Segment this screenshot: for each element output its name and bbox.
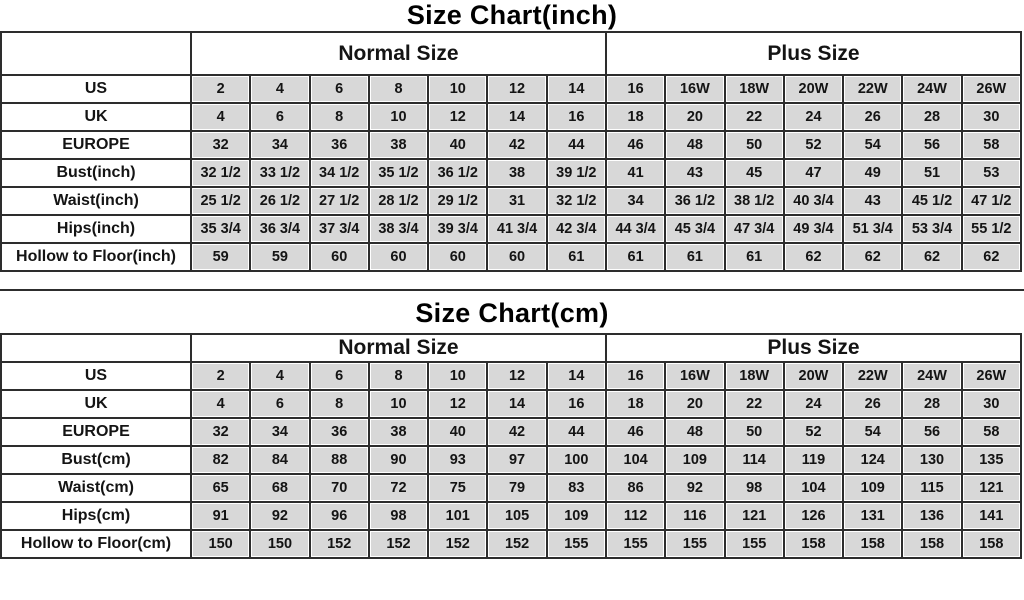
- size-cell: 155: [606, 530, 665, 558]
- row-label: Bust(inch): [1, 159, 191, 187]
- table-row: [1, 131, 1021, 159]
- table-row: [1, 362, 1021, 390]
- size-cell: 109: [843, 474, 902, 502]
- size-cell: 20W: [784, 362, 843, 390]
- size-cell: 46: [606, 131, 665, 159]
- size-cell: 38 1/2: [725, 187, 784, 215]
- table-row: [1, 103, 1021, 131]
- size-cell: 14: [487, 103, 546, 131]
- size-cell: 32 1/2: [191, 159, 250, 187]
- size-cell: 35 1/2: [369, 159, 428, 187]
- size-cell: 46: [606, 418, 665, 446]
- size-cell: 16: [606, 362, 665, 390]
- size-cell: 6: [310, 75, 369, 103]
- size-cell: 84: [250, 446, 309, 474]
- size-cell: 135: [962, 446, 1021, 474]
- size-cell: 34: [606, 187, 665, 215]
- size-cell: 44 3/4: [606, 215, 665, 243]
- size-cell: 43: [665, 159, 724, 187]
- table-row: [1, 502, 1021, 530]
- size-cell: 91: [191, 502, 250, 530]
- size-cell: 62: [784, 243, 843, 271]
- size-cell: 10: [369, 390, 428, 418]
- size-cell: 24W: [902, 362, 961, 390]
- size-cell: 59: [250, 243, 309, 271]
- size-cell: 45 3/4: [665, 215, 724, 243]
- size-cell: 65: [191, 474, 250, 502]
- table-row: [1, 159, 1021, 187]
- size-cell: 152: [369, 530, 428, 558]
- size-cell: 79: [487, 474, 546, 502]
- size-chart-cm-title: Size Chart(cm): [415, 298, 609, 328]
- size-cell: 105: [487, 502, 546, 530]
- size-cell: 12: [428, 390, 487, 418]
- table-row: [1, 474, 1021, 502]
- size-cell: 155: [547, 530, 606, 558]
- size-cell: 32 1/2: [547, 187, 606, 215]
- size-cell: 27 1/2: [310, 187, 369, 215]
- group-header: Plus Size: [606, 334, 1021, 362]
- table-row: [1, 187, 1021, 215]
- size-cell: 51 3/4: [843, 215, 902, 243]
- size-cell: 26: [843, 390, 902, 418]
- size-cell: 20W: [784, 75, 843, 103]
- row-label: US: [1, 362, 191, 390]
- size-cell: 56: [902, 131, 961, 159]
- size-cell: 45: [725, 159, 784, 187]
- size-cell: 61: [725, 243, 784, 271]
- size-cell: 4: [191, 390, 250, 418]
- size-cell: 12: [428, 103, 487, 131]
- size-cell: 53: [962, 159, 1021, 187]
- size-cell: 150: [191, 530, 250, 558]
- size-cell: 43: [843, 187, 902, 215]
- size-cell: 36 3/4: [250, 215, 309, 243]
- size-cell: 60: [310, 243, 369, 271]
- size-cell: 136: [902, 502, 961, 530]
- size-cell: 121: [725, 502, 784, 530]
- row-label: Bust(cm): [1, 446, 191, 474]
- size-cell: 4: [250, 362, 309, 390]
- size-cell: 14: [487, 390, 546, 418]
- row-label: US: [1, 75, 191, 103]
- size-cell: 6: [310, 362, 369, 390]
- size-cell: 55 1/2: [962, 215, 1021, 243]
- size-cell: 96: [310, 502, 369, 530]
- size-cell: 32: [191, 418, 250, 446]
- size-cell: 8: [369, 362, 428, 390]
- table-row: [1, 243, 1021, 271]
- size-cell: 47 3/4: [725, 215, 784, 243]
- size-cell: 20: [665, 103, 724, 131]
- size-chart-inch-title: Size Chart(inch): [406, 0, 618, 30]
- size-cell: 61: [665, 243, 724, 271]
- size-cell: 42: [487, 131, 546, 159]
- size-cell: 29 1/2: [428, 187, 487, 215]
- size-cell: 20: [665, 390, 724, 418]
- size-cell: 8: [369, 75, 428, 103]
- corner-cell: [1, 32, 191, 75]
- size-cell: 37 3/4: [310, 215, 369, 243]
- size-cell: 48: [665, 418, 724, 446]
- size-cell: 131: [843, 502, 902, 530]
- size-cell: 60: [487, 243, 546, 271]
- size-cell: 141: [962, 502, 1021, 530]
- size-cell: 152: [487, 530, 546, 558]
- size-cell: 88: [310, 446, 369, 474]
- size-cell: 28: [902, 390, 961, 418]
- size-cell: 16: [547, 103, 606, 131]
- size-cell: 4: [191, 103, 250, 131]
- size-cell: 50: [725, 418, 784, 446]
- size-cell: 42 3/4: [547, 215, 606, 243]
- size-cell: 14: [547, 75, 606, 103]
- size-cell: 124: [843, 446, 902, 474]
- size-cell: 34: [250, 131, 309, 159]
- size-chart-cm-table: [0, 333, 1022, 559]
- row-label: Waist(cm): [1, 474, 191, 502]
- size-cell: 4: [250, 75, 309, 103]
- size-cell: 24: [784, 390, 843, 418]
- size-cell: 22W: [843, 362, 902, 390]
- size-cell: 152: [428, 530, 487, 558]
- size-cell: 50: [725, 131, 784, 159]
- size-cell: 39 1/2: [547, 159, 606, 187]
- table-row: [1, 418, 1021, 446]
- size-cell: 38: [369, 131, 428, 159]
- size-cell: 90: [369, 446, 428, 474]
- size-cell: 93: [428, 446, 487, 474]
- size-cell: 38: [369, 418, 428, 446]
- size-cell: 8: [310, 390, 369, 418]
- group-header-row: [1, 32, 1021, 75]
- size-cell: 24W: [902, 75, 961, 103]
- row-label: Waist(inch): [1, 187, 191, 215]
- row-label: UK: [1, 103, 191, 131]
- size-cell: 6: [250, 390, 309, 418]
- size-cell: 14: [547, 362, 606, 390]
- size-cell: 38 3/4: [369, 215, 428, 243]
- size-cell: 24: [784, 103, 843, 131]
- size-cell: 26W: [962, 362, 1021, 390]
- size-cell: 61: [606, 243, 665, 271]
- size-cell: 82: [191, 446, 250, 474]
- size-cell: 28: [902, 103, 961, 131]
- size-cell: 52: [784, 131, 843, 159]
- size-cell: 36 1/2: [665, 187, 724, 215]
- size-cell: 61: [547, 243, 606, 271]
- size-cell: 104: [784, 474, 843, 502]
- size-cell: 158: [784, 530, 843, 558]
- size-cell: 30: [962, 103, 1021, 131]
- size-cell: 51: [902, 159, 961, 187]
- group-header: Normal Size: [191, 32, 606, 75]
- size-cell: 56: [902, 418, 961, 446]
- size-cell: 25 1/2: [191, 187, 250, 215]
- size-cell: 10: [428, 362, 487, 390]
- size-cell: 40 3/4: [784, 187, 843, 215]
- size-cell: 58: [962, 131, 1021, 159]
- size-cell: 39 3/4: [428, 215, 487, 243]
- size-cell: 40: [428, 418, 487, 446]
- size-cell: 121: [962, 474, 1021, 502]
- row-label: Hips(inch): [1, 215, 191, 243]
- size-cell: 32: [191, 131, 250, 159]
- size-cell: 26 1/2: [250, 187, 309, 215]
- size-cell: 16: [547, 390, 606, 418]
- section-size-chart-inch: [0, 0, 1024, 272]
- size-cell: 119: [784, 446, 843, 474]
- size-cell: 10: [428, 75, 487, 103]
- row-label: Hollow to Floor(cm): [1, 530, 191, 558]
- size-cell: 158: [843, 530, 902, 558]
- size-cell: 92: [250, 502, 309, 530]
- size-cell: 16W: [665, 362, 724, 390]
- size-cell: 112: [606, 502, 665, 530]
- size-cell: 41: [606, 159, 665, 187]
- size-cell: 10: [369, 103, 428, 131]
- size-cell: 16: [606, 75, 665, 103]
- table-row: [1, 530, 1021, 558]
- size-cell: 8: [310, 103, 369, 131]
- size-cell: 104: [606, 446, 665, 474]
- size-cell: 48: [665, 131, 724, 159]
- size-cell: 130: [902, 446, 961, 474]
- size-cell: 97: [487, 446, 546, 474]
- size-cell: 2: [191, 75, 250, 103]
- size-cell: 28 1/2: [369, 187, 428, 215]
- size-cell: 35 3/4: [191, 215, 250, 243]
- section-size-chart-cm: [0, 289, 1024, 559]
- size-cell: 116: [665, 502, 724, 530]
- size-cell: 54: [843, 131, 902, 159]
- table-row: [1, 75, 1021, 103]
- size-cell: 45 1/2: [902, 187, 961, 215]
- size-cell: 36: [310, 418, 369, 446]
- size-cell: 16W: [665, 75, 724, 103]
- size-cell: 109: [547, 502, 606, 530]
- size-cell: 60: [428, 243, 487, 271]
- size-cell: 86: [606, 474, 665, 502]
- size-cell: 68: [250, 474, 309, 502]
- size-cell: 47: [784, 159, 843, 187]
- size-cell: 38: [487, 159, 546, 187]
- size-cell: 115: [902, 474, 961, 502]
- size-cell: 101: [428, 502, 487, 530]
- size-cell: 31: [487, 187, 546, 215]
- size-cell: 40: [428, 131, 487, 159]
- size-cell: 158: [902, 530, 961, 558]
- size-chart-inch-table: [0, 31, 1022, 272]
- size-cell: 2: [191, 362, 250, 390]
- size-cell: 18W: [725, 75, 784, 103]
- table-row: [1, 446, 1021, 474]
- size-cell: 109: [665, 446, 724, 474]
- size-cell: 36 1/2: [428, 159, 487, 187]
- size-cell: 49: [843, 159, 902, 187]
- size-cell: 44: [547, 131, 606, 159]
- size-cell: 26: [843, 103, 902, 131]
- size-cell: 152: [310, 530, 369, 558]
- size-cell: 155: [665, 530, 724, 558]
- row-label: EUROPE: [1, 418, 191, 446]
- size-cell: 34 1/2: [310, 159, 369, 187]
- size-cell: 59: [191, 243, 250, 271]
- size-cell: 33 1/2: [250, 159, 309, 187]
- size-cell: 126: [784, 502, 843, 530]
- group-header: Normal Size: [191, 334, 606, 362]
- size-cell: 62: [902, 243, 961, 271]
- size-cell: 18W: [725, 362, 784, 390]
- row-label: UK: [1, 390, 191, 418]
- size-cell: 22: [725, 390, 784, 418]
- size-cell: 34: [250, 418, 309, 446]
- row-label: Hips(cm): [1, 502, 191, 530]
- size-cell: 41 3/4: [487, 215, 546, 243]
- table-row: [1, 215, 1021, 243]
- table-row: [1, 390, 1021, 418]
- size-cell: 75: [428, 474, 487, 502]
- size-cell: 12: [487, 362, 546, 390]
- size-cell: 47 1/2: [962, 187, 1021, 215]
- size-cell: 150: [250, 530, 309, 558]
- size-cell: 60: [369, 243, 428, 271]
- size-cell: 42: [487, 418, 546, 446]
- size-cell: 18: [606, 103, 665, 131]
- size-cell: 22: [725, 103, 784, 131]
- size-cell: 158: [962, 530, 1021, 558]
- size-cell: 22W: [843, 75, 902, 103]
- size-cell: 53 3/4: [902, 215, 961, 243]
- size-cell: 83: [547, 474, 606, 502]
- size-cell: 62: [962, 243, 1021, 271]
- size-cell: 26W: [962, 75, 1021, 103]
- size-cell: 30: [962, 390, 1021, 418]
- size-cell: 36: [310, 131, 369, 159]
- size-cell: 18: [606, 390, 665, 418]
- size-cell: 44: [547, 418, 606, 446]
- size-cell: 98: [369, 502, 428, 530]
- size-cell: 100: [547, 446, 606, 474]
- corner-cell: [1, 334, 191, 362]
- size-cell: 52: [784, 418, 843, 446]
- group-header: Plus Size: [606, 32, 1021, 75]
- size-cell: 92: [665, 474, 724, 502]
- group-header-row: [1, 334, 1021, 362]
- size-cell: 62: [843, 243, 902, 271]
- size-cell: 12: [487, 75, 546, 103]
- size-cell: 70: [310, 474, 369, 502]
- size-cell: 6: [250, 103, 309, 131]
- size-cell: 54: [843, 418, 902, 446]
- row-label: EUROPE: [1, 131, 191, 159]
- size-cell: 114: [725, 446, 784, 474]
- size-cell: 49 3/4: [784, 215, 843, 243]
- row-label: Hollow to Floor(inch): [1, 243, 191, 271]
- size-cell: 72: [369, 474, 428, 502]
- size-cell: 58: [962, 418, 1021, 446]
- size-cell: 98: [725, 474, 784, 502]
- size-cell: 155: [725, 530, 784, 558]
